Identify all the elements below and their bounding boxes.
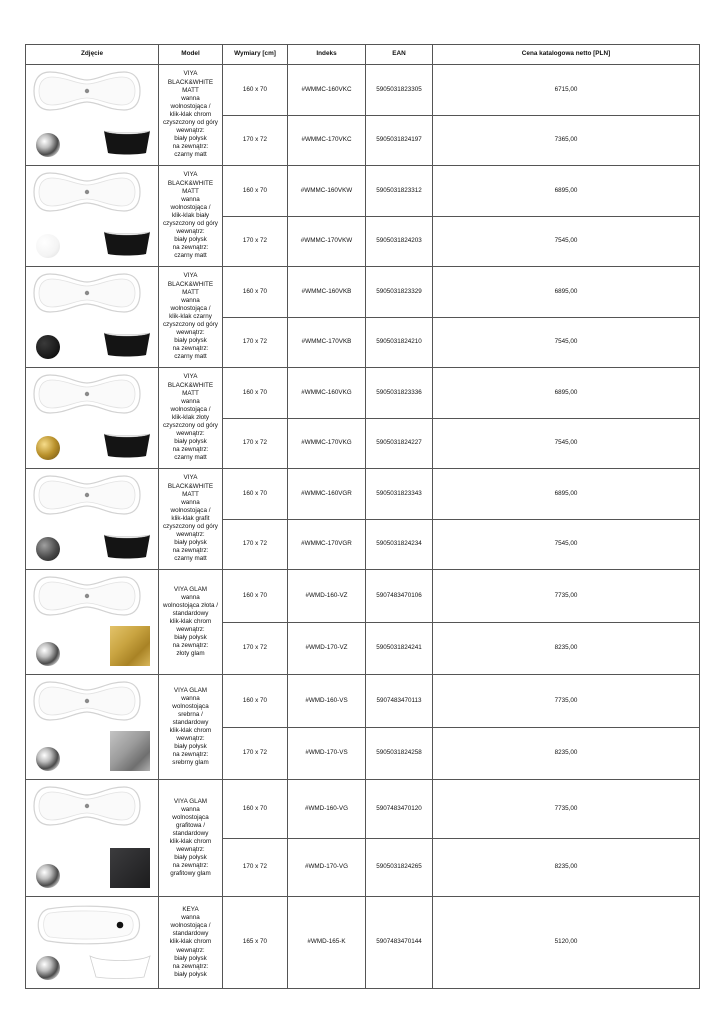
model-line: na zewnątrz:	[172, 446, 209, 454]
index-cell: #WMD-170-VS	[288, 727, 366, 780]
ean-cell: 5905031823343	[366, 469, 433, 520]
dimensions-cell: 170 x 72	[223, 622, 288, 675]
model-line: czarny matt	[174, 454, 207, 462]
model-line: VIYA	[183, 373, 198, 381]
table-row	[26, 65, 700, 116]
price-cell: 6715,00	[433, 65, 700, 116]
bathtub-side-view-icon	[88, 952, 152, 980]
index-cell: #WMD-165-K	[288, 897, 366, 989]
model-line: wolnostojąca /	[170, 922, 211, 930]
model-line: wanna	[181, 296, 200, 304]
model-line: na zewnątrz:	[172, 345, 209, 353]
model-line: MATT	[182, 389, 199, 397]
model-line: wolnostojąca /	[170, 405, 211, 413]
index-cell: #WMMC-160VKW	[288, 166, 366, 217]
model-line: na zewnątrz:	[172, 143, 209, 151]
index-cell: #WMD-170-VZ	[288, 622, 366, 675]
ean-cell: 5905031823305	[366, 65, 433, 116]
graphite-glam-texture-icon	[110, 848, 150, 888]
model-line: wewnątrz:	[176, 946, 205, 954]
gold-glam-texture-icon	[110, 626, 150, 666]
price-cell: 8235,00	[433, 622, 700, 675]
model-line: czyszczony od góry	[163, 523, 218, 531]
chrome-finish-swatch-icon	[36, 642, 60, 666]
model-line: MATT	[182, 187, 199, 195]
product-price-table	[25, 44, 700, 989]
model-line: grafitowa /	[175, 821, 206, 829]
graphite-finish-swatch-icon	[36, 537, 60, 561]
dimensions-cell: 170 x 72	[223, 727, 288, 780]
model-line: czarny matt	[174, 252, 207, 260]
model-line: wewnątrz:	[176, 228, 205, 236]
table-row	[26, 570, 700, 623]
bathtub-top-view-icon	[32, 784, 142, 828]
model-description-cell	[159, 469, 223, 570]
ean-cell: 5907483470144	[366, 897, 433, 989]
model-line: wewnątrz:	[176, 735, 205, 743]
header-index: Indeks	[288, 45, 366, 65]
index-cell: #WMMC-170VGR	[288, 519, 366, 570]
table-row	[26, 267, 700, 318]
model-line: BLACK&WHITE	[167, 179, 214, 187]
gold-finish-swatch-icon	[36, 436, 60, 460]
ean-cell: 5907483470106	[366, 570, 433, 623]
bathtub-side-view-icon	[102, 531, 152, 561]
table-row	[26, 469, 700, 520]
model-line: wolnostojąca złota /	[163, 601, 218, 609]
model-line: czarny matt	[174, 151, 207, 159]
model-line: klik-klak biały	[171, 211, 210, 219]
model-line: BLACK&WHITE	[167, 482, 214, 490]
ean-cell: 5905031824197	[366, 115, 433, 166]
model-line: VIYA	[183, 171, 198, 179]
model-line: na zewnątrz:	[172, 862, 209, 870]
model-line: wewnątrz:	[176, 846, 205, 854]
model-line: klik-klak chrom	[169, 838, 212, 845]
model-line: na zewnątrz:	[172, 962, 209, 970]
price-cell: 6895,00	[433, 469, 700, 520]
table-body	[26, 65, 700, 989]
chrome-finish-swatch-icon	[36, 956, 60, 980]
model-line: srebrny glam	[172, 759, 209, 767]
index-cell: #WMMC-160VGR	[288, 469, 366, 520]
model-line: wolnostojąca	[172, 702, 209, 710]
dimensions-cell: 160 x 70	[223, 469, 288, 520]
dimensions-cell: 160 x 70	[223, 166, 288, 217]
dimensions-cell: 160 x 70	[223, 267, 288, 318]
model-line: standardowy	[172, 609, 209, 617]
dimensions-cell: 170 x 72	[223, 115, 288, 166]
model-line: wanna	[181, 914, 200, 922]
price-cell: 7545,00	[433, 317, 700, 368]
model-line: czyszczony od góry	[163, 321, 218, 329]
price-cell: 7735,00	[433, 570, 700, 623]
model-line: wolnostojąca /	[170, 203, 211, 211]
price-cell: 7545,00	[433, 418, 700, 469]
ean-cell: 5905031823312	[366, 166, 433, 217]
dimensions-cell: 165 x 70	[223, 897, 288, 989]
price-cell: 8235,00	[433, 838, 700, 897]
white-finish-swatch-icon	[36, 234, 60, 258]
model-line: wanna	[181, 593, 200, 601]
model-line: czyszczony od góry	[163, 220, 218, 228]
bathtub-top-view-icon	[32, 903, 144, 947]
price-cell: 6895,00	[433, 267, 700, 318]
header-price: Cena katalogowa netto [PLN]	[433, 45, 700, 65]
model-description-cell	[159, 368, 223, 469]
dimensions-cell: 160 x 70	[223, 675, 288, 728]
index-cell: #WMD-170-VG	[288, 838, 366, 897]
ean-cell: 5905031824210	[366, 317, 433, 368]
ean-cell: 5905031824203	[366, 216, 433, 267]
bathtub-top-view-icon	[32, 271, 142, 315]
model-line: wolnostojąca /	[170, 506, 211, 514]
model-line: standardowy	[172, 718, 209, 726]
model-line: VIYA	[183, 272, 198, 280]
price-cell: 5120,00	[433, 897, 700, 989]
model-line: biały połysk	[174, 539, 207, 547]
bathtub-top-view-icon	[32, 473, 142, 517]
model-line: standardowy	[172, 930, 209, 938]
chrome-finish-swatch-icon	[36, 133, 60, 157]
product-photo-cell	[26, 780, 159, 897]
model-line: klik-klak chrom	[169, 938, 212, 946]
table-row	[26, 368, 700, 419]
model-line: klik-klak złoty	[171, 413, 210, 421]
dimensions-cell: 170 x 72	[223, 838, 288, 897]
bathtub-top-view-icon	[32, 679, 142, 723]
model-description-cell	[159, 780, 223, 897]
dimensions-cell: 170 x 72	[223, 418, 288, 469]
index-cell: #WMMC-160VKG	[288, 368, 366, 419]
bathtub-side-view-icon	[102, 329, 152, 359]
model-description-cell	[159, 65, 223, 166]
table-row	[26, 897, 700, 989]
model-line: biały połysk	[174, 438, 207, 446]
model-description-cell	[159, 166, 223, 267]
model-line: wanna	[181, 397, 200, 405]
model-line: VIYA GLAM	[173, 797, 208, 805]
bathtub-top-view-icon	[32, 372, 142, 416]
table-row	[26, 675, 700, 728]
ean-cell: 5907483470120	[366, 780, 433, 839]
price-cell: 6895,00	[433, 166, 700, 217]
index-cell: #WMMC-160VKC	[288, 65, 366, 116]
model-line: biały połysk	[174, 970, 207, 978]
ean-cell: 5905031824241	[366, 622, 433, 675]
silver-glam-texture-icon	[110, 731, 150, 771]
model-line: klik-klak chrom	[169, 617, 212, 625]
table-row	[26, 780, 700, 839]
model-line: wanna	[181, 498, 200, 506]
index-cell: #WMD-160-VS	[288, 675, 366, 728]
model-line: biały połysk	[174, 954, 207, 962]
model-line: MATT	[182, 86, 199, 94]
product-photo-cell	[26, 675, 159, 780]
price-cell: 7545,00	[433, 216, 700, 267]
product-photo-cell	[26, 469, 159, 570]
product-photo-cell	[26, 65, 159, 166]
model-line: czarny matt	[174, 353, 207, 361]
model-line: biały połysk	[174, 854, 207, 862]
model-line: BLACK&WHITE	[167, 381, 214, 389]
bathtub-side-view-icon	[102, 228, 152, 258]
dimensions-cell: 170 x 72	[223, 216, 288, 267]
model-line: BLACK&WHITE	[167, 78, 214, 86]
model-line: wewnątrz:	[176, 329, 205, 337]
product-photo-cell	[26, 570, 159, 675]
price-cell: 7735,00	[433, 780, 700, 839]
bathtub-side-view-icon	[102, 127, 152, 157]
model-line: złoty glam	[176, 650, 205, 658]
dimensions-cell: 170 x 72	[223, 519, 288, 570]
dimensions-cell: 170 x 72	[223, 317, 288, 368]
index-cell: #WMMC-170VKW	[288, 216, 366, 267]
model-line: wolnostojąca /	[170, 102, 211, 110]
dimensions-cell: 160 x 70	[223, 368, 288, 419]
model-line: wewnątrz:	[176, 626, 205, 634]
black-finish-swatch-icon	[36, 335, 60, 359]
ean-cell: 5905031824227	[366, 418, 433, 469]
model-description-cell	[159, 897, 223, 989]
dimensions-cell: 160 x 70	[223, 780, 288, 839]
model-line: klik-klak grafit	[171, 514, 210, 522]
header-model: Model	[159, 45, 223, 65]
model-line: czyszczony od góry	[163, 119, 218, 127]
price-cell: 7365,00	[433, 115, 700, 166]
model-line: biały połysk	[174, 236, 207, 244]
product-photo-cell	[26, 368, 159, 469]
dimensions-cell: 160 x 70	[223, 570, 288, 623]
chrome-finish-swatch-icon	[36, 747, 60, 771]
product-photo-cell	[26, 267, 159, 368]
bathtub-top-view-icon	[32, 574, 142, 618]
model-line: VIYA GLAM	[173, 585, 208, 593]
model-line: na zewnątrz:	[172, 642, 209, 650]
model-line: wewnątrz:	[176, 531, 205, 539]
ean-cell: 5907483470113	[366, 675, 433, 728]
bathtub-top-view-icon	[32, 69, 142, 113]
dimensions-cell: 160 x 70	[223, 65, 288, 116]
model-line: wanna	[181, 694, 200, 702]
model-line: biały połysk	[174, 743, 207, 751]
model-line: wanna	[181, 94, 200, 102]
model-line: VIYA GLAM	[173, 686, 208, 694]
price-cell: 7735,00	[433, 675, 700, 728]
model-line: wanna	[181, 195, 200, 203]
model-line: BLACK&WHITE	[167, 280, 214, 288]
model-line: VIYA	[183, 70, 198, 78]
table-row	[26, 166, 700, 217]
ean-cell: 5905031824265	[366, 838, 433, 897]
model-line: wolnostojąca	[172, 813, 209, 821]
ean-cell: 5905031824258	[366, 727, 433, 780]
model-line: klik-klak czarny	[169, 312, 212, 320]
price-cell: 7545,00	[433, 519, 700, 570]
model-description-cell	[159, 267, 223, 368]
index-cell: #WMMC-160VKB	[288, 267, 366, 318]
model-line: MATT	[182, 490, 199, 498]
model-line: wewnątrz:	[176, 127, 205, 135]
bathtub-top-view-icon	[32, 170, 142, 214]
header-photo: Zdjęcie	[26, 45, 159, 65]
model-line: srebrna /	[178, 710, 203, 718]
price-cell: 8235,00	[433, 727, 700, 780]
model-line: wolnostojąca /	[170, 304, 211, 312]
index-cell: #WMD-160-VZ	[288, 570, 366, 623]
model-line: MATT	[182, 288, 199, 296]
model-line: czyszczony od góry	[163, 422, 218, 430]
model-line: klik-klak chrom	[169, 727, 212, 734]
model-line: KEYA	[182, 906, 199, 914]
header-dimensions: Wymiary [cm]	[223, 45, 288, 65]
model-line: wewnątrz:	[176, 430, 205, 438]
model-description-cell	[159, 675, 223, 780]
chrome-finish-swatch-icon	[36, 864, 60, 888]
model-line: grafitowy glam	[170, 870, 211, 878]
model-line: biały połysk	[174, 634, 207, 642]
table-header-row	[26, 45, 700, 65]
index-cell: #WMMC-170VKC	[288, 115, 366, 166]
model-line: biały połysk	[174, 135, 207, 143]
model-line: wanna	[181, 805, 200, 813]
model-line: na zewnątrz:	[172, 547, 209, 555]
ean-cell: 5905031824234	[366, 519, 433, 570]
product-photo-cell	[26, 897, 159, 989]
model-line: biały połysk	[174, 337, 207, 345]
model-line: VIYA	[183, 474, 198, 482]
index-cell: #WMMC-170VKB	[288, 317, 366, 368]
model-line: klik-klak chrom	[169, 110, 212, 118]
product-photo-cell	[26, 166, 159, 267]
ean-cell: 5905031823329	[366, 267, 433, 318]
header-ean: EAN	[366, 45, 433, 65]
model-line: czarny matt	[174, 555, 207, 563]
bathtub-side-view-icon	[102, 430, 152, 460]
model-description-cell	[159, 570, 223, 675]
ean-cell: 5905031823336	[366, 368, 433, 419]
index-cell: #WMMC-170VKG	[288, 418, 366, 469]
model-line: standardowy	[172, 829, 209, 837]
price-cell: 6895,00	[433, 368, 700, 419]
model-line: na zewnątrz:	[172, 751, 209, 759]
index-cell: #WMD-160-VG	[288, 780, 366, 839]
model-line: na zewnątrz:	[172, 244, 209, 252]
